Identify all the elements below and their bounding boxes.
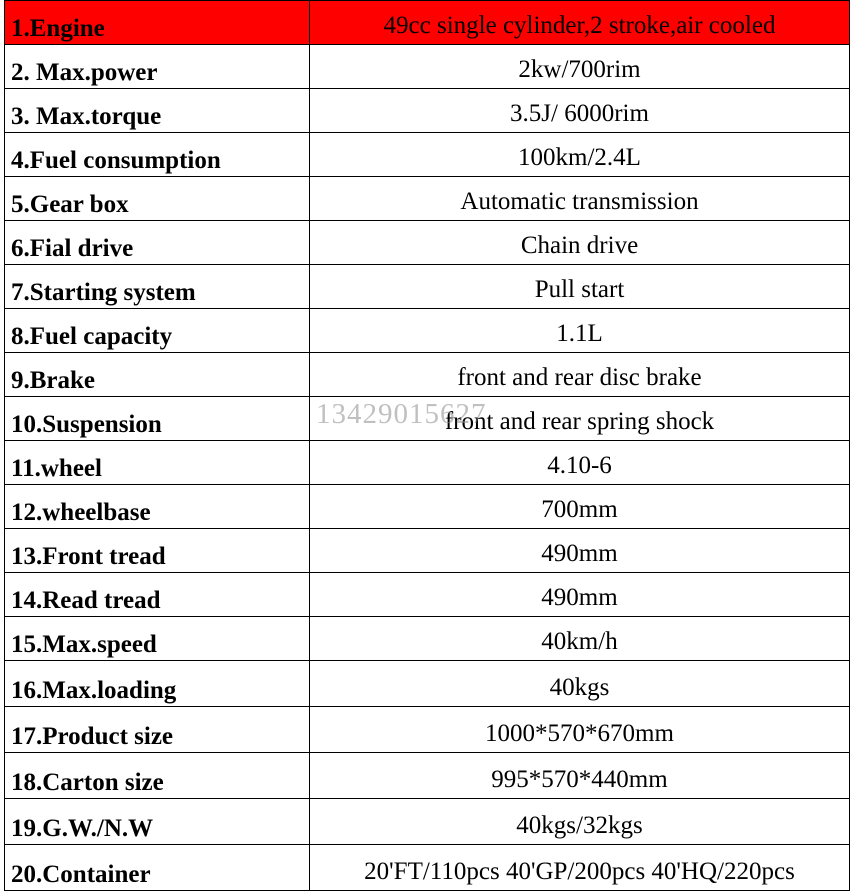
spec-row-final-drive xyxy=(5,221,850,265)
spec-row-max-power xyxy=(5,45,850,89)
spec-value: front and rear spring shock xyxy=(310,397,850,441)
spec-label: 9.Brake xyxy=(5,353,310,397)
spec-value: 20'FT/110pcs 40'GP/200pcs 40'HQ/220pcs xyxy=(310,845,850,891)
spec-label: 14.Read tread xyxy=(5,573,310,617)
spec-value: 40kgs xyxy=(310,661,850,707)
spec-value: 2kw/700rim xyxy=(310,45,850,89)
spec-value: front and rear disc brake xyxy=(310,353,850,397)
spec-value: 995*570*440mm xyxy=(310,753,850,799)
spec-row-fuel-consumption xyxy=(5,133,850,177)
spec-row-max-torque xyxy=(5,89,850,133)
spec-value: Automatic transmission xyxy=(310,177,850,221)
spec-row-starting-system xyxy=(5,265,850,309)
spec-value: 100km/2.4L xyxy=(310,133,850,177)
spec-label: 17.Product size xyxy=(5,707,310,753)
spec-row-front-tread xyxy=(5,529,850,573)
spec-value: 40km/h xyxy=(310,617,850,661)
spec-value: 3.5J/ 6000rim xyxy=(310,89,850,133)
spec-row-product-size xyxy=(5,707,850,753)
spec-label: 5.Gear box xyxy=(5,177,310,221)
spec-value: 49cc single cylinder,2 stroke,air cooled xyxy=(310,1,850,45)
spec-label: 18.Carton size xyxy=(5,753,310,799)
spec-label: 12.wheelbase xyxy=(5,485,310,529)
spec-label: 2. Max.power xyxy=(5,45,310,89)
spec-row-gear-box xyxy=(5,177,850,221)
spec-label: 13.Front tread xyxy=(5,529,310,573)
spec-value: 490mm xyxy=(310,529,850,573)
spec-row-container xyxy=(5,845,850,891)
spec-label: 19.G.W./N.W xyxy=(5,799,310,845)
spec-table xyxy=(4,0,850,891)
spec-label: 8.Fuel capacity xyxy=(5,309,310,353)
spec-value: Pull start xyxy=(310,265,850,309)
spec-value: 1.1L xyxy=(310,309,850,353)
spec-label: 6.Fial drive xyxy=(5,221,310,265)
spec-row-wheel xyxy=(5,441,850,485)
spec-row-carton-size xyxy=(5,753,850,799)
spec-value: 4.10-6 xyxy=(310,441,850,485)
spec-label: 15.Max.speed xyxy=(5,617,310,661)
spec-row-wheelbase xyxy=(5,485,850,529)
spec-row-rear-tread xyxy=(5,573,850,617)
phone-watermark: 13429015627 xyxy=(316,398,487,430)
spec-value: 1000*570*670mm xyxy=(310,707,850,753)
spec-value: 40kgs/32kgs xyxy=(310,799,850,845)
spec-label: 1.Engine xyxy=(5,1,310,45)
spec-label: 20.Container xyxy=(5,845,310,891)
spec-label: 16.Max.loading xyxy=(5,661,310,707)
spec-row-fuel-capacity xyxy=(5,309,850,353)
spec-row-suspension xyxy=(5,397,850,441)
spec-value: 700mm xyxy=(310,485,850,529)
spec-value: Chain drive xyxy=(310,221,850,265)
spec-row-brake xyxy=(5,353,850,397)
spec-label: 7.Starting system xyxy=(5,265,310,309)
spec-label: 3. Max.torque xyxy=(5,89,310,133)
spec-value: 490mm xyxy=(310,573,850,617)
spec-row-max-speed xyxy=(5,617,850,661)
spec-row-engine xyxy=(5,1,850,45)
spec-label: 11.wheel xyxy=(5,441,310,485)
spec-label: 4.Fuel consumption xyxy=(5,133,310,177)
spec-label: 10.Suspension xyxy=(5,397,310,441)
spec-row-max-loading xyxy=(5,661,850,707)
spec-row-weight xyxy=(5,799,850,845)
